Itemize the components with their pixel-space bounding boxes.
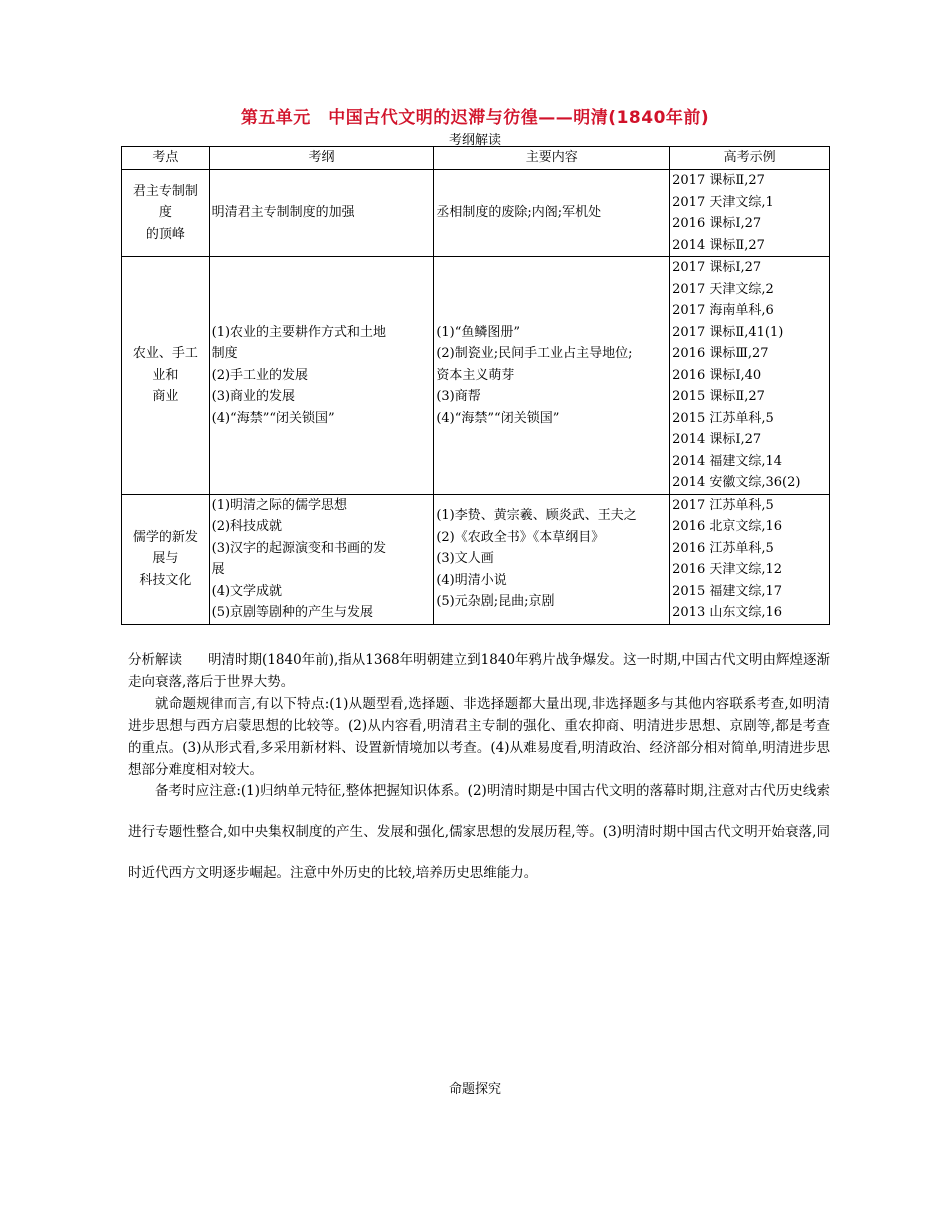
syllabus-line: (4)文学成就: [211, 583, 283, 599]
syllabus-line: (3)汉字的起源演变和书画的发: [211, 540, 387, 556]
analysis-paragraph-3: 备考时应注意:(1)归纳单元特征,整体把握知识体系。(2)明清时期是中国古代文明的落幕时期,注意对古代历史线索进行专题性整合,如中央集权制度的产生、发展和强化,儒家思想的发展历程,等。(3)明清时期中国古代文明开始衰落,同时近代西方文明逐步崛起。注意中外历史的比较,培养历史思维能力。: [128, 783, 830, 881]
syllabus-line: (1)农业的主要耕作方式和土地: [211, 324, 387, 340]
content-line: (5)元杂剧;昆曲;京剧: [436, 594, 555, 610]
content-cell: [434, 170, 670, 257]
content-line: (1)“鱼鳞图册”: [436, 324, 521, 340]
analysis-section: [128, 649, 830, 894]
examples-line: 2015 江苏单科,5: [672, 410, 774, 426]
table-row: [122, 494, 830, 624]
syllabus-table: [121, 146, 830, 625]
examples-line: 2016 课标Ⅲ,27: [672, 346, 769, 361]
content-cell: [434, 257, 670, 495]
content-line: (2)《农政全书》《本草纲目》: [436, 529, 605, 545]
examples-line: 2016 江苏单科,5: [672, 540, 774, 556]
topic-line: 商业: [152, 389, 179, 404]
topic-line: 儒学的新发: [132, 529, 198, 545]
table-row: [122, 170, 830, 257]
header-topic: 考点: [122, 147, 210, 170]
examples-line: 2017 课标Ⅱ,41(1): [672, 324, 784, 340]
examples-line: 2014 课标Ⅱ,27: [672, 237, 765, 253]
header-content: 主要内容: [434, 147, 670, 170]
examples-line: 2016 课标Ⅰ,27: [672, 216, 762, 231]
content-line: (4)“海禁”“闭关锁国”: [436, 410, 560, 426]
examples-line: 2014 福建文综,14: [672, 453, 783, 469]
examples-line: 2016 课标Ⅰ,40: [672, 367, 762, 383]
content-cell: [434, 494, 670, 624]
examples-line: 2017 课标Ⅰ,27: [672, 260, 762, 275]
examples-line: 2017 天津文综,1: [672, 194, 774, 210]
analysis-label: 分析解读: [128, 652, 183, 668]
syllabus-line: (2)手工业的发展: [211, 367, 309, 383]
syllabus-line: 制度: [211, 346, 238, 361]
syllabus-line: (1)明清之际的儒学思想: [211, 497, 348, 513]
content-line: 资本主义萌芽: [436, 367, 515, 383]
syllabus-line: (3)商业的发展: [211, 389, 296, 404]
examples-line: 2015 福建文综,17: [672, 583, 783, 599]
topic-cell: [122, 257, 210, 495]
examples-cell: [670, 257, 830, 495]
examples-line: 2014 课标Ⅰ,27: [672, 432, 762, 447]
analysis-paragraph-2: 就命题规律而言,有以下特点:(1)从题型看,选择题、非选择题都大量出现,非选择题多与其他内容联系考查,如明清进步思想与西方启蒙思想的比较等。(2)从内容看,明清君主专制的强化、重农抑商、明清进步思想、京剧等,都是考查的重点。(3)从形式看,多采用新材料、设置新情境加以考查。(4)从难易度看,明清政治、经济部分相对简单,明清进步思想部分难度相对较大。: [128, 696, 830, 778]
topic-line: 君主专制制: [132, 183, 198, 199]
examples-line: 2014 安徽文综,36(2): [672, 475, 801, 490]
examples-line: 2017 海南单科,6: [672, 303, 774, 318]
content-line: (4)明清小说: [436, 572, 507, 588]
header-syllabus: 考纲: [209, 147, 434, 170]
content-line: (1)李贽、黄宗羲、顾炎武、王夫之: [436, 508, 637, 524]
content-line: (3)商帮: [436, 389, 481, 404]
content-line: (2)制瓷业;民间手工业占主导地位;: [436, 346, 633, 361]
topic-line: 展与: [152, 551, 179, 567]
syllabus-line: (2)科技成就: [211, 519, 283, 534]
examples-line: 2017 课标Ⅱ,27: [672, 173, 765, 188]
content-line: 丞相制度的废除;内阁;军机处: [436, 205, 602, 221]
syllabus-line: 明清君主专制制度的加强: [211, 205, 355, 221]
syllabus-cell: [209, 170, 434, 257]
syllabus-line: (4)“海禁”“闭关锁国”: [211, 410, 335, 426]
header-examples: 高考示例: [670, 147, 830, 170]
topic-line: 的顶峰: [145, 226, 185, 242]
topic-cell: [122, 170, 210, 257]
syllabus-subtitle: 考纲解读: [448, 133, 501, 148]
section-heading-proposition: 命题探究: [448, 1082, 501, 1097]
syllabus-cell: [209, 257, 434, 495]
examples-line: 2013 山东文综,16: [672, 605, 783, 620]
syllabus-line: (5)京剧等剧种的产生与发展: [211, 605, 374, 620]
examples-line: 2016 天津文综,12: [672, 562, 783, 577]
topic-cell: [122, 494, 210, 624]
topic-line: 农业、手工: [132, 346, 198, 361]
examples-line: 2017 江苏单科,5: [672, 497, 774, 513]
examples-cell: [670, 494, 830, 624]
examples-line: 2017 天津文综,2: [672, 281, 774, 297]
examples-cell: [670, 170, 830, 257]
topic-line: 科技文化: [139, 572, 192, 588]
examples-line: 2016 北京文综,16: [672, 519, 783, 534]
syllabus-cell: [209, 494, 434, 624]
analysis-paragraph-1: [128, 649, 830, 693]
topic-line: 业和: [152, 367, 179, 383]
topic-line: 度: [158, 205, 172, 221]
syllabus-line: 展: [211, 562, 225, 577]
analysis-paragraph-1-text: 明清时期(1840年前),指从1368年明朝建立到1840年鸦片战争爆发。这一时期,中国古代文明由辉煌逐渐走向衰落,落后于世界大势。: [128, 652, 831, 690]
unit-title: 第五单元 中国古代文明的迟滞与彷徨——明清(1840年前): [240, 108, 710, 128]
table-row: [122, 257, 830, 495]
table-header-row: [122, 147, 830, 170]
examples-line: 2015 课标Ⅱ,27: [672, 389, 765, 404]
content-line: (3)文人画: [436, 551, 494, 567]
